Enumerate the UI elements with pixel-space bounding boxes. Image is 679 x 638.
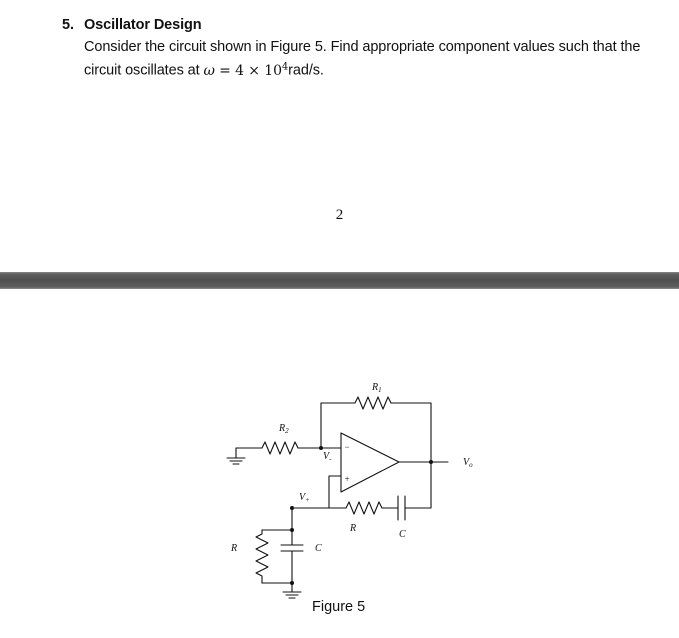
problem-text-before-math: Consider the circuit shown in Figure 5. Find appropriate component values such that the circuit oscillates at — [84, 39, 641, 79]
inverting-sign: − — [344, 442, 351, 452]
inverting-node-dot — [319, 446, 323, 450]
series-c-to-output-wire — [405, 462, 431, 508]
shunt-c-capacitor — [281, 530, 303, 583]
frequency-equation: = 4 × 10 — [214, 62, 282, 79]
series-c-label: C — [399, 529, 406, 540]
shunt-top-node-dot — [290, 528, 294, 532]
figure-caption: Figure 5 — [312, 599, 366, 615]
r2-resistor — [262, 442, 298, 454]
vo-label: $V_o$ — [463, 457, 473, 469]
v-minus-label: $V_-$ — [323, 451, 332, 463]
output-node-dot — [429, 460, 433, 464]
omega-symbol: ω — [203, 62, 215, 79]
v-plus-node-dot — [290, 506, 294, 510]
r2-ground-symbol — [227, 448, 245, 464]
frequency-exponent: 4 — [281, 61, 289, 72]
bottom-ground-symbol — [283, 583, 301, 598]
page-number: 2 — [335, 207, 344, 223]
problem-title: Oscillator Design — [84, 17, 202, 33]
series-c-capacitor — [398, 496, 405, 520]
problem-text-after-math: rad/s. — [288, 62, 324, 79]
feedback-right-wire — [391, 403, 431, 462]
r1-label: $R_1$ — [372, 382, 382, 394]
series-r-resistor — [346, 502, 382, 514]
shunt-c-label: C — [315, 543, 322, 554]
shunt-r-label: R — [231, 543, 238, 554]
noninverting-sign: + — [344, 474, 351, 484]
r2-label: $R_2$ — [279, 423, 289, 435]
shunt-bottom-node-dot — [290, 581, 294, 585]
series-r-label: R — [350, 523, 357, 534]
v-plus-label: $V_+$ — [299, 492, 310, 504]
shunt-r-resistor — [256, 530, 268, 583]
r1-resistor — [355, 397, 391, 409]
problem-number: 5. — [62, 17, 74, 33]
